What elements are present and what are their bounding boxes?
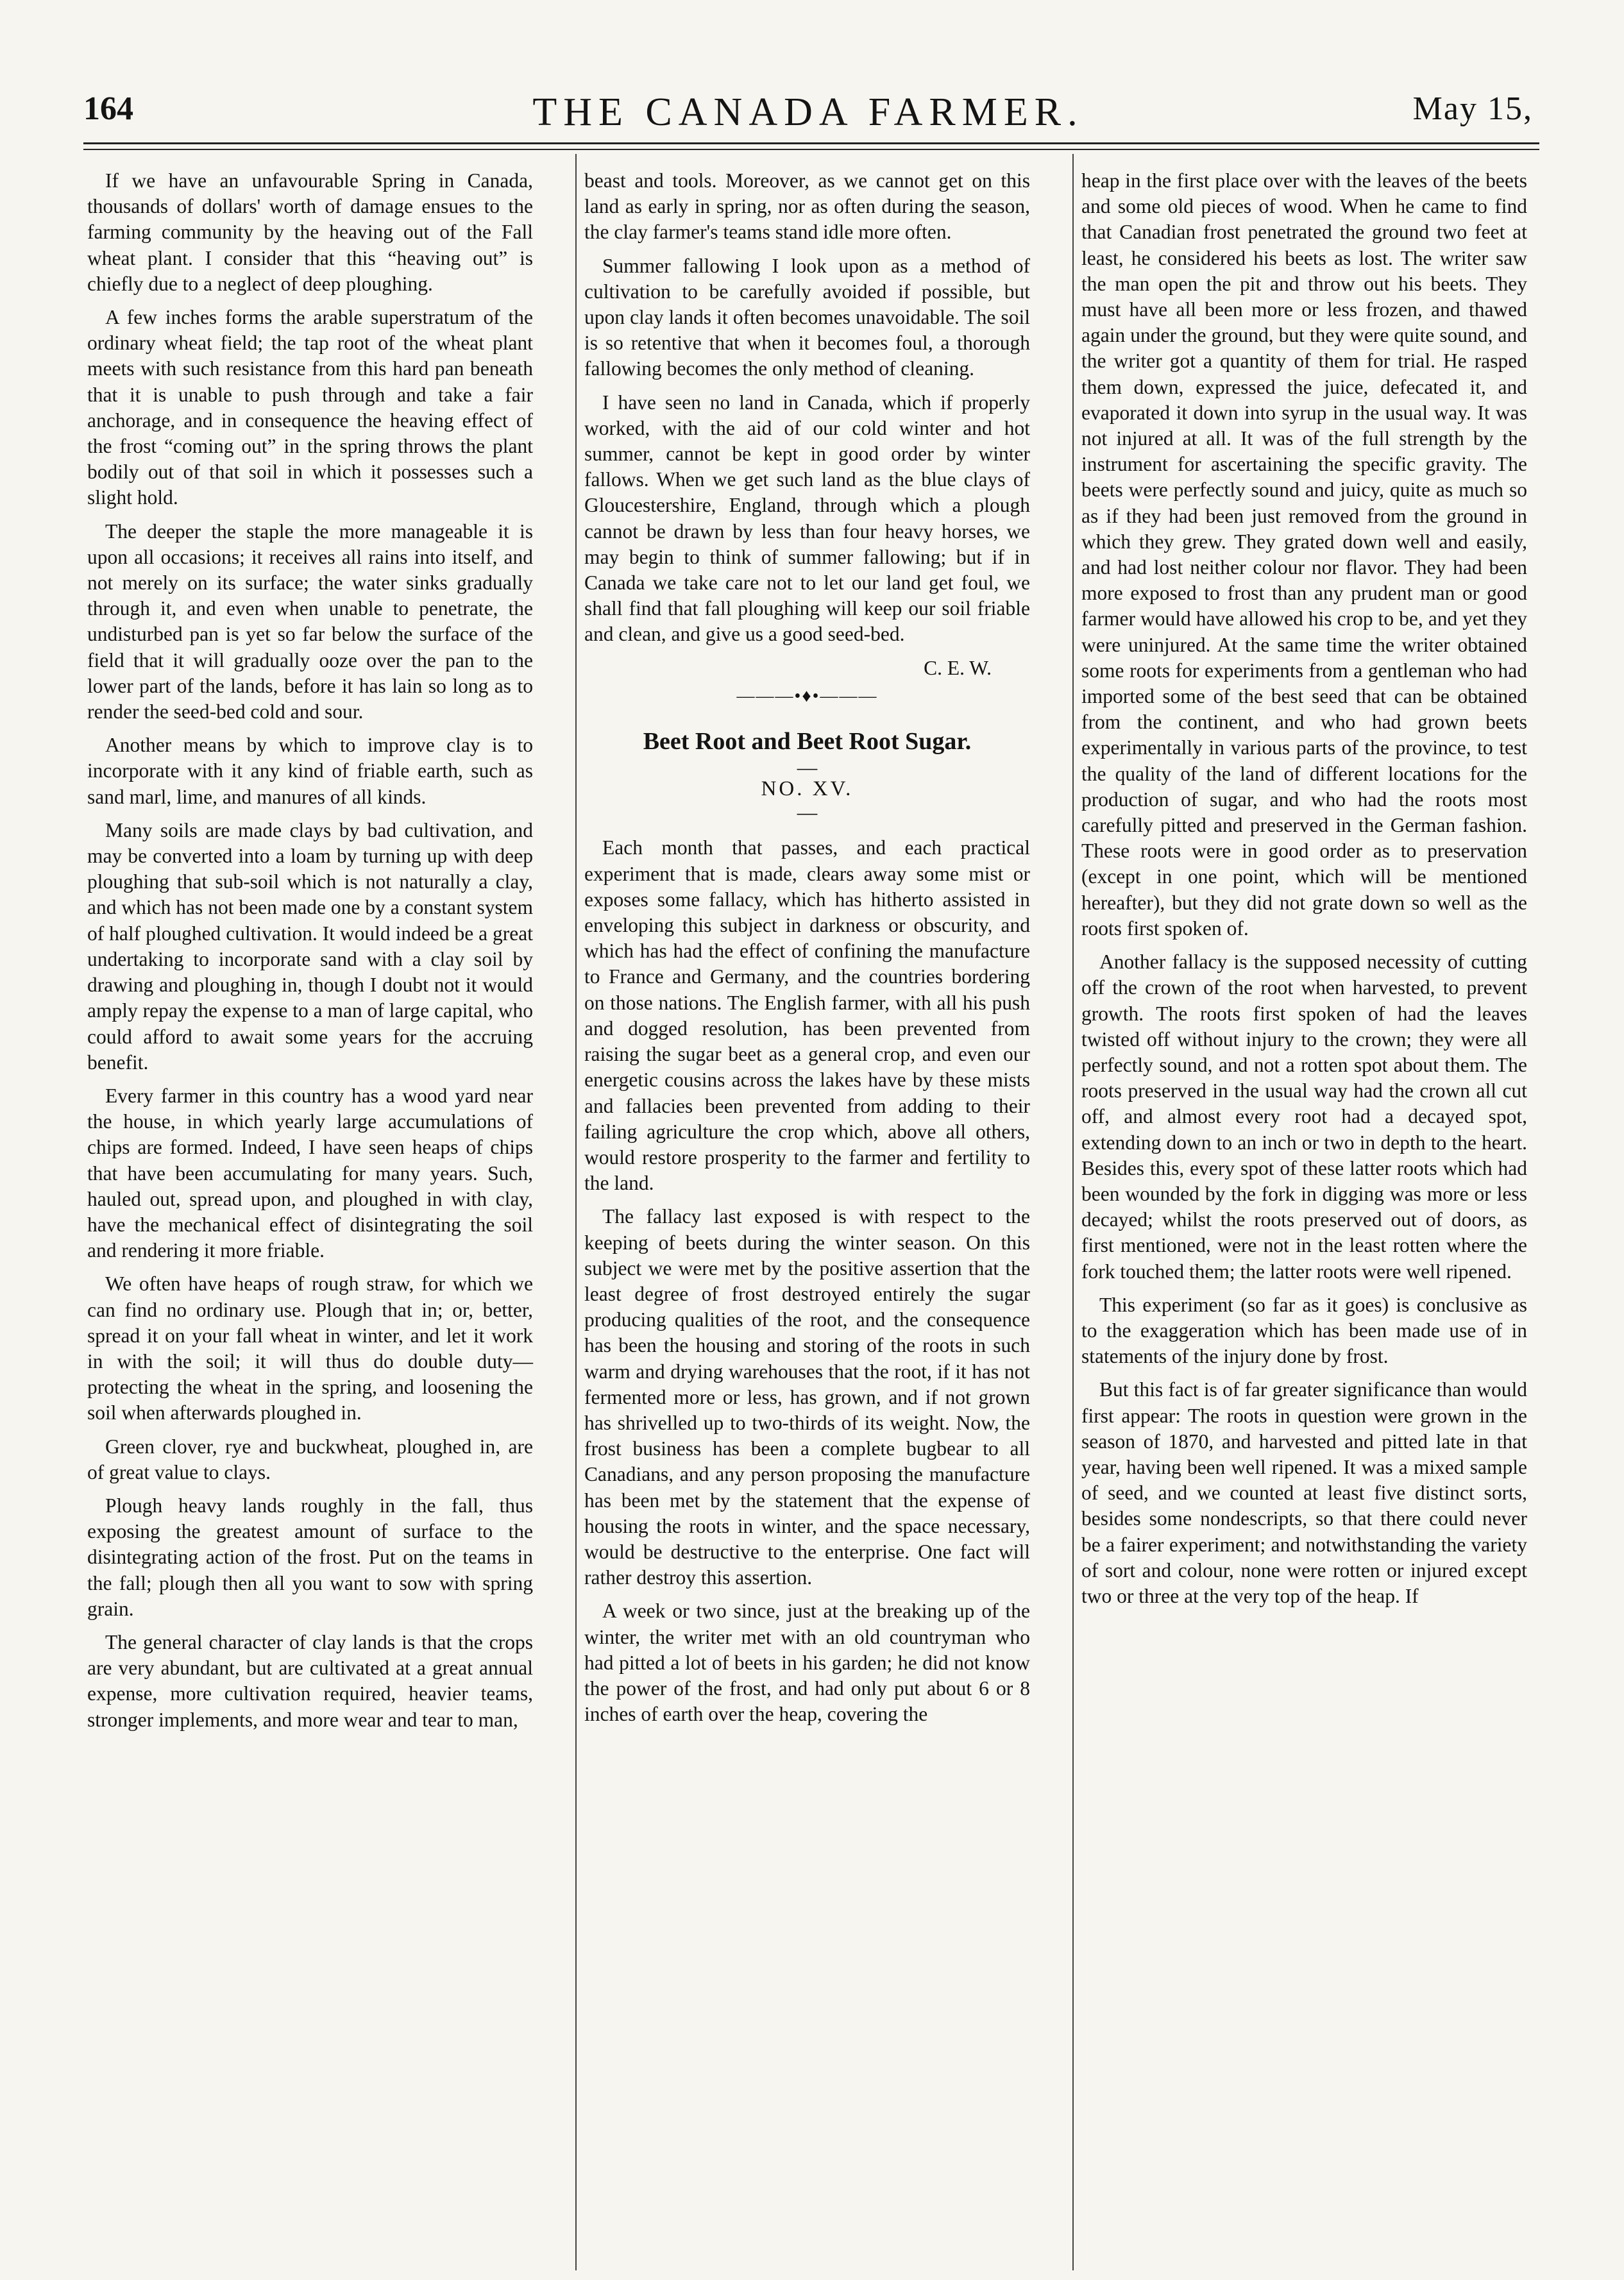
paragraph: The general character of clay lands is that the crops are very abundant, but are cultivated at a great annual expense, more cultivation required, heavier teams, stronger implements, and more wear and tear to man,: [87, 1630, 533, 1731]
section-ornament: ———•♦•———: [736, 686, 878, 706]
paragraph: Every farmer in this country has a wood yard near the house, in which yearly large accumulations of chips are formed. Indeed, I have seen heaps of chips that have been accumulating for many years. Such, hauled out, spread upon, and ploughed in with clay, have the mechanical effect of disintegrating the soil and rendering it more friable.: [87, 1084, 533, 1262]
column-1: [87, 168, 533, 1741]
page-number: 164: [83, 90, 133, 127]
column-3: [1081, 168, 1527, 1617]
paragraph: beast and tools. Moreover, as we cannot get on this land as early in spring, nor as often during the season, the clay farmer's teams stand idle more often.: [584, 169, 1030, 244]
article-title: Beet Root and Beet Root Sugar.: [643, 728, 972, 756]
article-number: NO. XV.: [761, 777, 854, 801]
header-rule-thin: [83, 149, 1539, 150]
column-divider: [575, 154, 577, 2270]
masthead-title: THE CANADA FARMER.: [532, 90, 1084, 134]
paragraph: I have seen no land in Canada, which if properly worked, with the aid of our cold winter and hot summer, cannot be kept in good order by winter fallows. When we get such land as the blue clays of Gloucestershire, England, through which a plough cannot be drawn by less than four heavy horses, we may begin to think of summer fallowing; but if in Canada we take care not to let our land get foul, we shall find that fall ploughing will keep our soil friable and clean, and give us a good seed-bed.: [584, 391, 1030, 646]
paragraph: Green clover, rye and buckwheat, ploughed in, are of great value to clays.: [87, 1435, 533, 1483]
paragraph: The fallacy last exposed is with respect to the keeping of beets during the winter season. On this subject we were met by the positive assertion that the least degree of frost destroyed entirely the sugar producing qualities of the root, and the consequence has been the housing and storing of the roots in such warm and drying warehouses that the root, if it has not fermented more or less, has grown, and if not grown has shrivelled up to two-thirds of its weight. Now, the frost business has been a complete bugbear to all Canadians, and any person proposing the manufacture has been met by the statement that the expense of housing the roots in winter, and the space necessary, would be destructive to the enterprise. One fact will rather destroy this assertion.: [584, 1205, 1030, 1589]
paragraph: Many soils are made clays by bad cultivation, and may be converted into a loam by turning up with deep ploughing that sub-soil which is not naturally a clay, and which has not been made one by a constant system of half ploughed cultivation. It would indeed be a great undertaking to incorporate sand with a clay soil by drawing and ploughing in, though I doubt not it would amply repay the expense to a man of large capital, who could afford to await some years for the accruing benefit.: [87, 818, 533, 1074]
paragraph: Another fallacy is the supposed necessity of cutting off the crown of the root when harvested, to prevent growth. The roots first spoken of had the leaves twisted off without injury to the crown; they were all perfectly sound, and not a rotten spot about them. The roots preserved in the usual way had the crown all cut off, and almost every root had a decayed spot, extending down to an inch or two in depth to the heart. Besides this, every spot of these latter roots which had been wounded by the fork in digging was more or less decayed; whilst the roots preserved out of doors, as first mentioned, were not in the least rotten where the fork touched them; the latter roots were well ripened.: [1081, 950, 1527, 1283]
paragraph: Plough heavy lands roughly in the fall, thus exposing the greatest amount of surface to the disintegrating action of the frost. Put on the teams in the fall; plough then all you want to sow with spring grain.: [87, 1494, 533, 1620]
paragraph: Each month that passes, and each practical experiment that is made, clears away some mist or exposes some fallacy, which has hitherto assisted in enveloping this subject in darkness or obscurity, and which has had the effect of confining the manufacture to France and Germany, and the countries bordering on those nations. The English farmer, with all his push and dogged resolution, has been prevented from raising the sugar beet as a general crop, and even our energetic cousins across the lakes have by these mists and fallacies been prevented from adding to their failing agriculture the crop which, above all others, would restore prosperity to the farmer and fertility to the land.: [584, 836, 1030, 1195]
author-signature: C. E. W.: [924, 656, 992, 679]
paragraph: But this fact is of far greater significance than would first appear: The roots in question were grown in the season of 1870, and harvested and pitted late in that year, having been well ripened. It was a mixed sample of seed, and we counted at least five distinct sorts, besides some nondescripts, so that there could never be a fairer experiment; and notwithstanding the variety of sort and colour, none were rotten or injured except two or three at the very top of the heap. If: [1081, 1378, 1527, 1607]
column-2: [584, 168, 1030, 1735]
title-dash: —: [797, 756, 818, 779]
paragraph: A week or two since, just at the breaking up of the winter, the writer met with an old countryman who had pitted a lot of beets in his garden; he did not know the power of the frost, and had only put about 6 or 8 inches of earth over the heap, covering the: [584, 1600, 1030, 1726]
paragraph: Summer fallowing I look upon as a method of cultivation to be carefully avoided if possible, but upon clay lands it often becomes unavoidable. The soil is so retentive that when it becomes foul, a thorough fallowing becomes the only method of cleaning.: [584, 254, 1030, 380]
number-dash: —: [797, 801, 818, 824]
page-header: [83, 90, 1533, 148]
paragraph: This experiment (so far as it goes) is conclusive as to the exaggeration which has been made use of in statements of the injury done by frost.: [1081, 1293, 1527, 1368]
issue-date: May 15,: [1412, 90, 1533, 127]
paragraph: The deeper the staple the more manageable it is upon all occasions; it receives all rains into itself, and not merely on its surface; the water sinks gradually through it, and even when unable to penetrate, the undisturbed pan is yet so far below the surface of the field that it will gradually ooze over the pan to the lower part of the lands, before it has lain so long as to render the seed-bed cold and sour.: [87, 519, 533, 723]
paragraph: heap in the first place over with the leaves of the beets and some old pieces of wood. When he came to find that Canadian frost penetrated the ground two feet at least, he considered his beets as lost. The writer saw the man open the pit and throw out his beets. They must have all been more or less frozen, and thawed again under the ground, but they were quite sound, and the writer got a quantity of them for trial. He rasped them down, expressed the juice, defecated it, and evaporated it down into syrup in the usual way. It was not injured at all. It was of the full strength by the instrument for ascertaining the specific gravity. The beets were perfectly sound and juicy, quite as much so as if they had been just removed from the ground in which they grew. They grated down well and easily, and had lost neither colour nor flavor. They had been more exposed to frost than any prudent man or good farmer would have allowed his crop to be, and yet they were uninjured. At the same time the writer obtained some roots for experiments from a gentleman who had imported some of the best seed that can be obtained from the continent, and who had grown beets experimentally in various parts of the province, to test the quality of the land of different locations for the production of sugar, and who had the roots most carefully pitted and preserved in the German fashion. These roots were in good order as to preservation (except in one point, which will be mentioned hereafter), but they did not grate down so well as the roots first spoken of.: [1081, 169, 1527, 940]
paragraph: We often have heaps of rough straw, for which we can find no ordinary use. Plough that in; or, better, spread it on your fall wheat in winter, and let it work in with the soil; it will thus do double duty—protecting the wheat in the spring, and loosening the soil when afterwards ploughed in.: [87, 1272, 533, 1424]
header-rule: [83, 142, 1539, 144]
paragraph: If we have an unfavourable Spring in Canada, thousands of dollars' worth of damage ensues to the farming community by the heaving out of the Fall wheat plant. I consider that this “heaving out” is chiefly due to a neglect of deep ploughing.: [87, 169, 533, 295]
column-divider: [1072, 154, 1074, 2270]
paragraph: A few inches forms the arable superstratum of the ordinary wheat field; the tap root of the wheat plant meets with such resistance from this hard pan beneath that it is unable to push through and take a fair anchorage, and in consequence the heaving effect of the frost “coming out” in the spring throws the plant bodily out of that soil in which it possesses such a slight hold.: [87, 306, 533, 509]
paragraph: Another means by which to improve clay is to incorporate with it any kind of friable earth, such as sand marl, lime, and manures of all kinds.: [87, 734, 533, 808]
